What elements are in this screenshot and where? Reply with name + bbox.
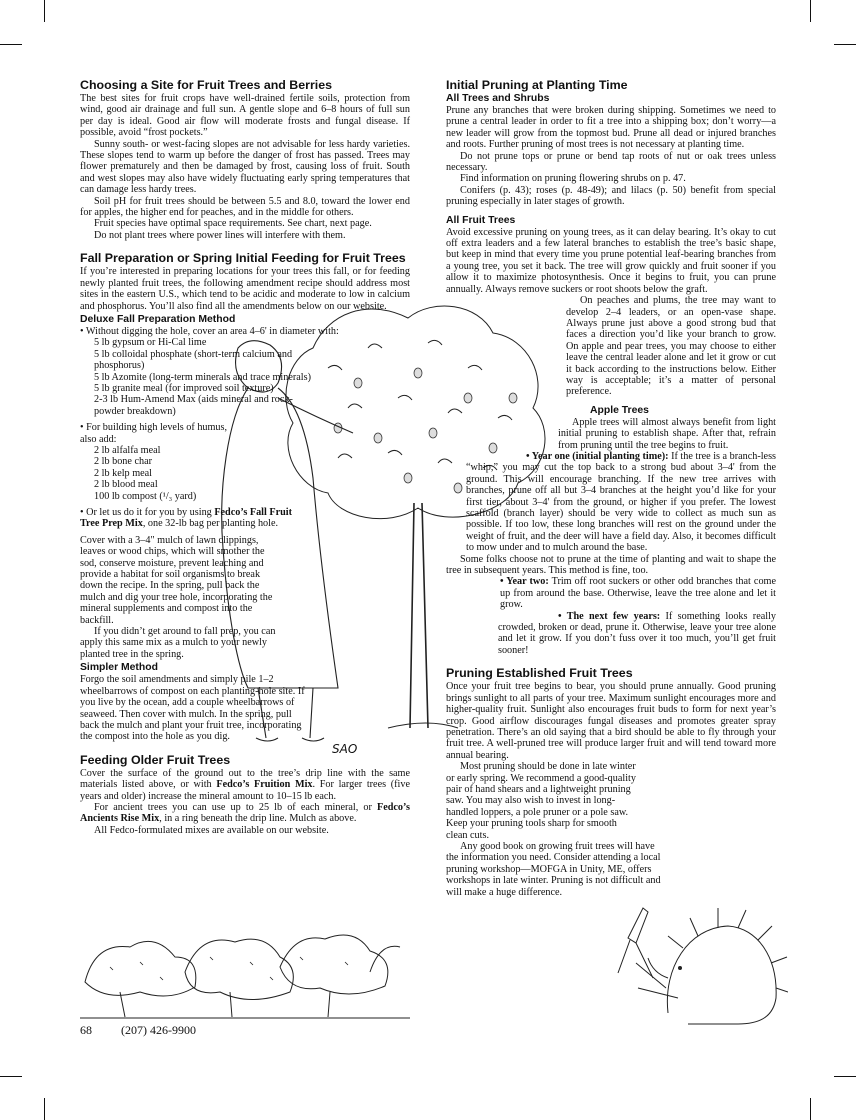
porcupine-with-shears-illustration (608, 898, 788, 1026)
spring-paragraph: If you didn’t get around to fall prep, you can apply this same mix as a mulch to your newly planted tree in the spring. (80, 626, 276, 660)
paragraph: Prune any branches that were broken during shipping. Sometimes we need to prune a central leader in order to fit a tree into a shipping box; don’t worry—a new leader will grow from the topmost bud. Prune all dead or injured branches and roots. Further pruning of most trees is not necessary at planting time. (446, 105, 776, 151)
established-pruning-heading: Pruning Established Fruit Trees (446, 666, 633, 681)
year-one-paragraph: • Year one (initial planting time): If the tree is a branch-less “whip,” you may cut the top back to a strong bud about 3–4' from the ground. This will encourage branching. If the new tree arrives with branches, prune off all but 3–4 branches at the height you’d like for your first tier, about 3–4' from the ground, or higher if you prefer. The lowest scaffold (branch layer) should be very wide to collect as much sun as possible. If too low, these long branches will rest on the ground under the weight of fruit, and the deer will have a field day. Also, it becomes difficult to mow under and to mulch around the base. (466, 450, 777, 554)
apple-trees-heading: Apple Trees (590, 404, 649, 416)
humus-intro: • For building high levels of humus, also add: (80, 422, 228, 445)
crop-mark (0, 1076, 22, 1077)
paragraph: If you’re interested in preparing locations for your trees this fall, or for feeding newly planted fruit trees, the following amendment recipe should address most sites in the eastern U.S., which tend to be acidic and moderate to low in calcium and phosphorus. You’ll also find all the amendments below on our website. (80, 266, 410, 312)
mulch-paragraph: Cover with a 3–4" mulch of lawn clippings, leaves or wood chips, which will smother the sod, conserve moisture, prevent leaching and provide a habitat for soil organisms to break down the recipe. In the spring, pull back the mulch and dig your tree hole, incorporating the mineral supplements and compost into the backfill. (80, 534, 273, 626)
paragraph: The best sites for fruit crops have well-drained fertile soils, protection from wind, good air drainage and full sun. A gentle slope and 6–8 hours of full sun per day is ideal. Good air flow will moderate frosts and fungal disease. If possible, avoid “frost pockets.” (80, 93, 410, 139)
all-trees-heading: All Trees and Shrubs (446, 93, 550, 104)
year-two-paragraph: • Year two: Trim off root suckers or other odd branches that come up from around the base. Otherwise, leave the tree alone and let it grow. (500, 576, 776, 611)
left-column (80, 78, 410, 836)
paragraph: Fruit species have optimal space requirements. See chart, next page. (94, 218, 372, 230)
fall-prep-heading: Fall Preparation or Spring Initial Feeding for Fruit Trees (80, 251, 406, 266)
crop-mark (0, 44, 22, 45)
paragraph: Most pruning should be done in late winter or early spring. We recommend a good-quality pair of hand shears and a lightweight pruning saw. You may also wish to invest in long-handled loppers, a pole pruner or a pole saw. Keep your pruning tools sharp for smooth clean cuts. (446, 761, 636, 841)
crop-mark (44, 0, 45, 22)
older-trees-heading: Feeding Older Fruit Trees (80, 752, 231, 767)
paragraph: Soil pH for fruit trees should be between 5.5 and 8.0, toward the lower end for apples, the higher end for peaches, and in the middle for others. (80, 195, 410, 219)
list-item: 2 lb blood meal (94, 479, 158, 491)
crop-mark (44, 1098, 45, 1120)
simpler-method-heading: Simpler Method (80, 662, 158, 674)
list-item: 2 lb alfalfa meal (94, 444, 161, 456)
page-number: 68 (80, 1023, 92, 1037)
paragraph: Do not plant trees where power lines will interfere with them. (94, 229, 346, 241)
list-item: 100 lb compost (¹/₃ yard) (94, 490, 197, 502)
crop-mark (834, 44, 856, 45)
paragraph: Find information on pruning flowering shrubs on p. 47. (460, 173, 686, 185)
paragraph: Conifers (p. 43); roses (p. 48-49); and lilacs (p. 50) benefit from special pruning especially in later stages of growth. (446, 184, 776, 208)
right-column (446, 78, 776, 898)
paragraph: Apple trees will almost always benefit from light initial pruning to establish shape. After that, refrain from pruning until the tree begins to fruit. (558, 416, 776, 451)
list-item: 5 lb Azomite (long-term minerals and trace minerals) (94, 371, 311, 383)
paragraph: Some folks choose not to prune at the time of planting and wait to shape the tree in subsequent years. This method is fine, too. (446, 553, 776, 577)
next-years-paragraph: • The next few years: If something looks really crowded, broken or dead, prune it. Otherwise, leave your tree alone and let it grow. If you don’t fuss over it too much, you’ll get fruit sooner! (498, 610, 776, 656)
product-name: Fedco’s Fruition Mix (216, 779, 313, 791)
deluxe-method-heading: Deluxe Fall Preparation Method (80, 313, 236, 325)
paragraph: Any good book on growing fruit trees will have the information you need. Consider attending a local pruning workshop—MOFGA in Unity, ME, offers workshops in late winter. Pruning is not difficult and will make a huge difference. (446, 840, 661, 898)
paragraph: All Fedco-formulated mixes are available on our website. (94, 824, 329, 836)
list-item: 2-3 lb Hum-Amend Max (aids mineral and rock-powder breakdown) (94, 394, 293, 417)
crop-mark (810, 0, 811, 22)
paragraph: For ancient trees you can use up to 25 lb of each mineral, or Fedco’s Ancients Rise Mix, in a ring beneath the drip line. Mulch as above. (80, 801, 410, 825)
initial-pruning-heading: Initial Pruning at Planting Time (446, 78, 628, 92)
list-item: 5 lb granite meal (for improved soil texture) (94, 382, 274, 394)
site-heading: Choosing a Site for Fruit Trees and Berries (80, 78, 332, 92)
orchard-illustration (80, 912, 410, 1024)
paragraph: On peaches and plums, the tree may want to develop 2–4 leaders, or an open-vase shape. Always prune just above a good strong bud that faces a direction you’d like your branch to grow. On apple and pear trees, you may choose to either leave the central leader alone and let it grow or cut it back according to the instructions below. Either way is acceptable; it’s a matter of personal preference. (566, 295, 776, 398)
crop-mark (810, 1098, 811, 1120)
product-name: Fedco’s Fall Fruit Tree Prep Mix (80, 507, 293, 530)
fedco-prep-mix-note: • Or let us do it for you by using Fedco’s Fall Fruit Tree Prep Mix, one 32-lb bag per planting hole. (80, 507, 293, 530)
paragraph: Sunny south- or west-facing slopes are not advisable for less hardy varieties. These slopes tend to warm up before the danger of frost has passed. Trees may flower prematurely and then be damaged by frost, causing loss of fruit. South and west slopes may also have widely fluctuating early spring temperatures that can damage less hardy trees. (80, 138, 410, 196)
list-item: 2 lb kelp meal (94, 467, 152, 479)
list-item: 2 lb bone char (94, 456, 152, 468)
paragraph: Once your fruit tree begins to bear, you should prune annually. Good pruning brings sunlight to all parts of your tree. Maximum sunlight encourages more and higher-quality fruit. Sunlight also encourages fruit buds to form for next year’s crop. Good airflow discourages fungal diseases and promotes greater spray penetration. There’s an old saying that a bird should be able to fly through your fruit tree. A well-pruned tree will produce larger fruit and will tend toward more annual bearing. (446, 681, 776, 761)
list-item: 5 lb colloidal phosphate (short-term calcium and phosphorus) (94, 348, 293, 372)
paragraph: Cover the surface of the ground out to the tree’s drip line with the same materials listed above, or with Fedco’s Fruition Mix. For larger trees (five years and older) increase the mineral amount to 10–15 lb each. (80, 767, 410, 802)
artist-mark: SAO (332, 742, 358, 756)
simpler-paragraph: Forgo the soil amendments and simply pile 1–2 wheelbarrows of compost on each planting-hole site. If you live by the ocean, add a couple wheelbarrows of seaweed. Then cover with mulch. In the spring, pull back the mulch and plant your fruit tree, incorporating the compost into the hole as you dig. (80, 674, 305, 743)
paragraph: Do not prune tops or prune or bend tap roots of nut or oak trees unless necessary. (446, 150, 776, 174)
all-fruit-trees-heading: All Fruit Trees (446, 214, 516, 226)
list-item: 5 lb gypsum or Hi-Cal lime (94, 337, 207, 349)
product-name: Fedco’s Ancients Rise Mix (80, 801, 410, 825)
phone-number: (207) 426-9900 (121, 1023, 196, 1037)
page-footer (80, 1023, 222, 1038)
paragraph: Avoid excessive pruning on young trees, as it can delay bearing. It’s okay to cut off extra leaders and a few lateral branches to establish the tree’s basic shape, but keep in mind that every time you prune potential leaf-bearing branches from a young tree, you set it back. The tree will grow quickly and fruit sooner if you allow it to maximize photosynthesis. Once it begins to fruit, you can prune annually. Always remove suckers or root shoots below the graft. (446, 226, 776, 295)
crop-mark (834, 1076, 856, 1077)
deluxe-intro: • Without digging the hole, cover an area 4–6' in diameter with: (80, 325, 339, 337)
